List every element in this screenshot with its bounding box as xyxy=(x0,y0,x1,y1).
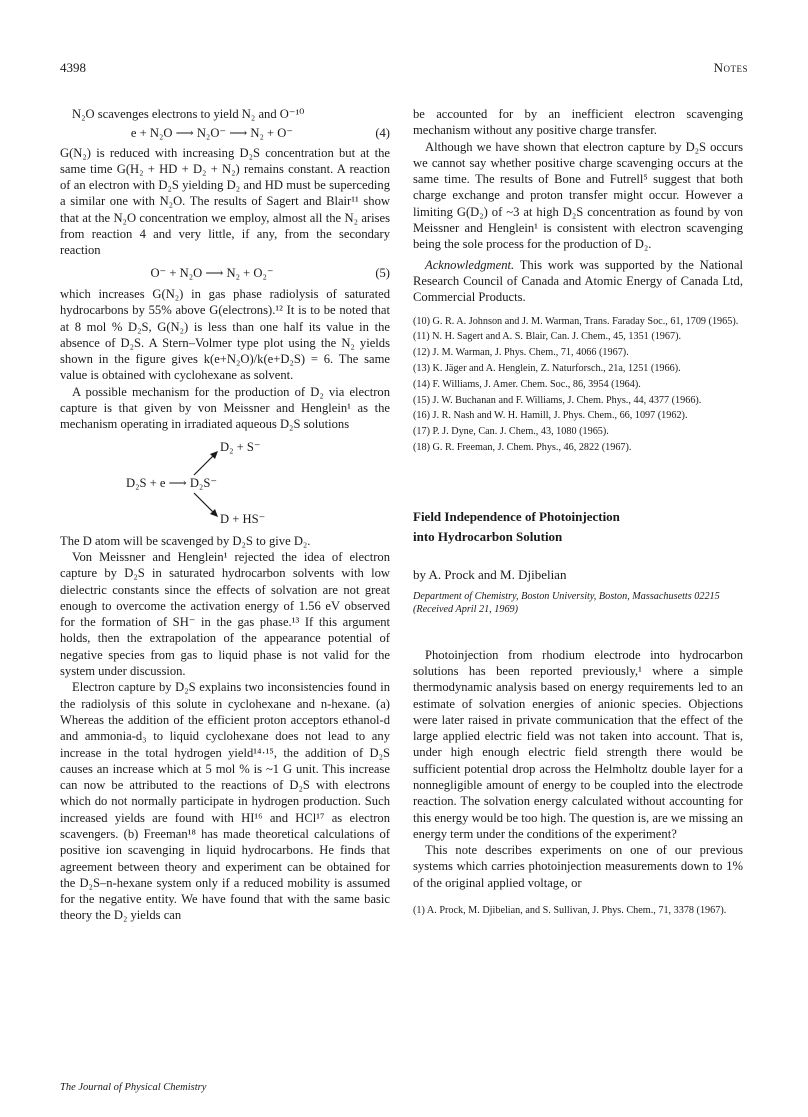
mechanism-reactants: D₂S + e ⟶ D₂S⁻ xyxy=(126,475,217,490)
acknowledgment-label: Acknowledgment. xyxy=(425,257,515,272)
article-authors: by A. Prock and M. Djibelian xyxy=(413,566,567,582)
equation-text: e + N₂O ⟶ N₂O⁻ ⟶ N₂ + O⁻ xyxy=(130,126,294,141)
article-title-line: into Hydrocarbon Solution xyxy=(413,528,563,544)
reference: (18) G. R. Freeman, J. Chem. Phys., 46, 2822 (1967). xyxy=(413,441,632,453)
paragraph: which increases G(N₂) in gas phase radiolysis of saturated hydrocarbons by 55% above G(electrons).¹² It is to be noted that at 8 mol % D₂S, G(N₂) is less than one half its value in the absence of D₂S. A Stern–Volmer type plot using the N₂ yields shown in the figure gives k(e+N₂O)/k(e+D₂S) = 6. The same value is obtained with cyclohexane as solvent. xyxy=(60,286,390,383)
paragraph: be accounted for by an inefficient electron scavenging mechanism without any positive charge transfer. xyxy=(413,107,743,138)
page-number: 4398 xyxy=(60,60,86,75)
reference: (16) J. R. Nash and W. H. Hamill, J. Phys. Chem., 66, 1097 (1962). xyxy=(413,410,688,422)
paragraph: Although we have shown that electron capture by D₂S occurs we cannot say whether positive charge scavenging occurs at the same time. The results of Bone and Futrell⁵ suggest that both charge exchange and proton transfer might occur. However a limiting G(D₂) of ~3 at high D₂S concentration as found by von Meissner and Henglein¹ is consistent with electron scavenging being the sole process for the production of D₂. xyxy=(413,139,743,252)
equation-number: (5) xyxy=(375,265,390,280)
mechanism-product-top: D₂ + S⁻ xyxy=(220,439,261,454)
paragraph: A possible mechanism for the production of D₂ via electron capture is that given by von Meissner and Henglein¹ as the mechanism operating in irradiated aqueous D₂S solutions xyxy=(60,384,390,432)
article-affiliation: Department of Chemistry, Boston University, Boston, Massachusetts 02215 (Received April 21, 1969) xyxy=(413,591,720,615)
reference: (13) K. Jäger and A. Henglein, Z. Naturforsch., 21a, 1251 (1966). xyxy=(413,362,681,374)
reference: (14) F. Williams, J. Amer. Chem. Soc., 86, 3954 (1964). xyxy=(413,378,641,390)
paragraph: The D atom will be scavenged by D₂S to give D₂. xyxy=(60,533,311,548)
paragraph: Von Meissner and Henglein¹ rejected the idea of electron capture by D₂S in saturated hydrocarbon solvents with low dielectric constants since the effects of solvation are not great enough to overcome the activation energy of 1.56 eV observed for the formation of SH⁻ in the gas phase.¹³ If this argument holds, then the extrapolation of the appearance potential of negative species from gas to liquid phase is not valid for the system under discussion. xyxy=(60,549,390,679)
paragraph: Photoinjection from rhodium electrode into hydrocarbon solutions has been reported previously,¹ where a simple thermodynamic analysis based on energy requirements led to an estimate of solvation energies of anionic species. Objections were later raised in private communication that the effect of the large applied electric field was not taken into account. That is, under high enough electric field strength there would be sufficient potential drop across the Helmholtz double layer for a nonnegligible amount of energy to be coupled into the electrode reaction. The solvation energy calculated without accounting for this energy would be too high. The question is, are we missing an energy term under the conditions of the experiment? xyxy=(413,647,743,841)
acknowledgment xyxy=(413,257,743,306)
equation-text: O⁻ + N₂O ⟶ N₂ + O₂⁻ xyxy=(150,265,274,280)
left-column xyxy=(60,106,390,924)
equation-number: (4) xyxy=(375,126,390,141)
reference-list xyxy=(413,316,743,455)
reference: (12) J. M. Warman, J. Phys. Chem., 71, 4066 (1967). xyxy=(413,347,629,359)
right-column xyxy=(413,106,743,918)
article-title-line: Field Independence of Photoinjection xyxy=(413,508,620,524)
reference: (10) G. R. A. Johnson and J. M. Warman, Trans. Faraday Soc., 61, 1709 (1965). xyxy=(413,315,739,327)
mechanism-product-bottom: D + HS⁻ xyxy=(220,511,266,526)
paragraph: N₂O scavenges electrons to yield N₂ and O⁻¹⁰ xyxy=(72,107,305,121)
paragraph: This note describes experiments on one of our previous systems which carries photoinjection measurements down to 1% of the original applied voltage, or xyxy=(413,843,743,890)
reference: (17) P. J. Dyne, Can. J. Chem., 43, 1080 (1965). xyxy=(413,426,609,438)
reaction-mechanism xyxy=(60,437,390,529)
journal-footer: The Journal of Physical Chemistry xyxy=(60,1082,207,1093)
footnote: (1) A. Prock, M. Djibelian, and S. Sullivan, J. Phys. Chem., 71, 3378 (1967). xyxy=(413,905,727,917)
paragraph: Electron capture by D₂S explains two inconsistencies found in the radiolysis of this solute in cyclohexane and n-hexane. (a) Whereas the addition of the efficient proton acceptors ethanol-d and ammonia-d₃ to liquid cyclohexane does not lead to any increase in the total hydrogen yield¹⁴·¹⁵, the addition of D₂S causes an increase which at 5 mol % is ~1 G unit. This increase can now be attributed to the reactions of D₂S with electrons which do not normally participate in hydrogen production. Such increased yields are found with HI¹⁶ and HCl¹⁷ as electron scavengers. (b) Freeman¹⁸ has made theoretical calculations of positive ion scavenging in liquid hydrocarbons. He finds that agreement between theory and experiment can be obtained for the D₂S–n-hexane system only if a reduced mobility is assumed for the negative entity. We have found that with the same basic theory the D₂ yields can xyxy=(60,680,390,923)
equation-4 xyxy=(60,125,390,141)
equation-5 xyxy=(60,265,390,281)
article-title xyxy=(413,507,743,547)
reference: (11) N. H. Sagert and A. S. Blair, Can. J. Chem., 45, 1351 (1967). xyxy=(413,331,682,343)
running-header: Notes xyxy=(713,60,748,75)
paragraph: G(N₂) is reduced with increasing D₂S concentration but at the same time G(H₂ + HD + D₂ + N₂) remains constant. A reaction of an electron with D₂S yielding D₂ and HD must be superceding a similar one with N₂O. The results of Sagert and Blair¹¹ show that at the N₂O concentration we employ, almost all the N₂ arises from reaction 4 and very little, if any, from the secondary reaction xyxy=(60,145,390,258)
reference: (15) J. W. Buchanan and F. Williams, J. Chem. Phys., 44, 4377 (1966). xyxy=(413,394,702,406)
acknowledgment-text: This work was supported by the National Research Council of Canada and Atomic Energy of Canada Ltd, Commercial Products. xyxy=(413,257,743,305)
